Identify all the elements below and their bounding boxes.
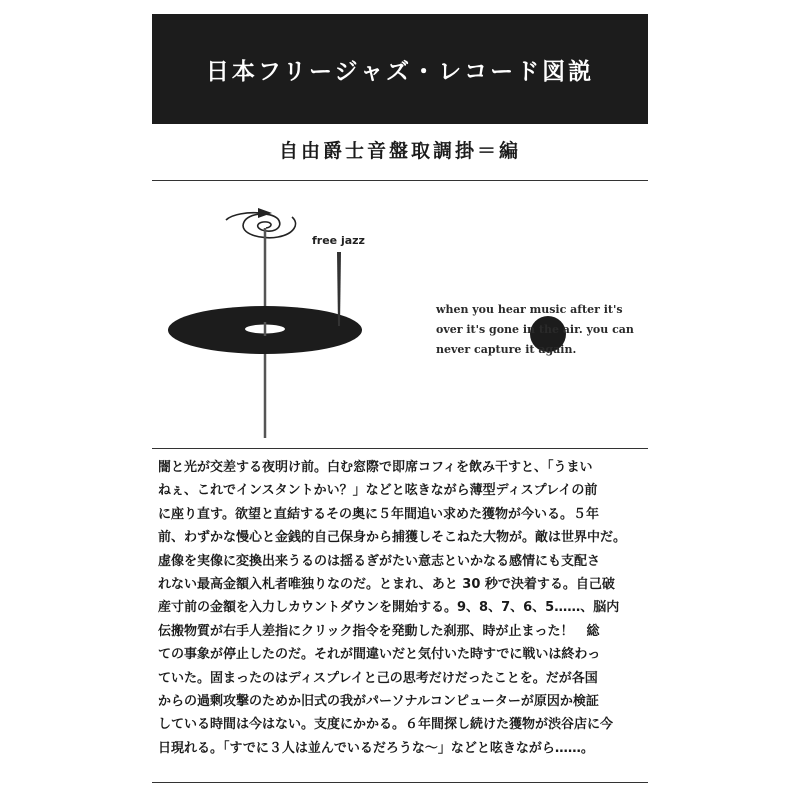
title-banner bbox=[152, 14, 648, 124]
body-line: 伝搬物質が右手人差指にクリック指令を発動した刹那、時が止まった！ 総 bbox=[158, 623, 600, 639]
body-line: している時間は今はない。支度にかかる。６年間探し続けた獲物が渋谷店に今 bbox=[158, 717, 614, 733]
body-line: れない最高金額入札者唯独りなのだ。とまれ、あと 30 秒で決着する。自己破 bbox=[158, 576, 615, 592]
quote-line: never capture it again. bbox=[436, 343, 577, 356]
body-line: ての事象が停止したのだ。それが間違いだと気付いた時すでに戦いは終わっ bbox=[158, 647, 601, 663]
body-line: ていた。固まったのはディスプレイと己の思考だけだったことを。だが各国 bbox=[158, 670, 598, 686]
body-paragraph bbox=[158, 456, 646, 760]
quote-text bbox=[436, 300, 641, 360]
page-title: 日本フリージャズ・レコード図説 bbox=[205, 58, 595, 85]
editor-credit: 自由爵士音盤取調掛＝編 bbox=[278, 140, 521, 162]
divider-top bbox=[152, 180, 648, 181]
body-line: ねぇ、これでインスタントかい？」などと呟きながら薄型ディスプレイの前 bbox=[158, 483, 598, 499]
body-line: に座り直す。欲望と直結するその奥に５年間追い求めた獲物が今いる。５年 bbox=[158, 506, 599, 522]
free-jazz-label: free jazz bbox=[312, 234, 365, 247]
body-line: 闇と光が交差する夜明け前。白む窓際で即席コフィを飲み干すと、「うまい bbox=[158, 460, 593, 475]
divider-middle bbox=[152, 448, 648, 449]
body-line: 前、わずかな慢心と金銭的自己保身から捕獲しそこねた大物が。敵は世界中だ。 bbox=[158, 530, 627, 546]
record-illustration bbox=[160, 196, 640, 442]
body-line: 虚像を実像に変換出来うるのは揺るぎがたい意志といかなる感情にも支配さ bbox=[158, 553, 601, 569]
body-line: 産寸前の金額を入力しカウントダウンを開始する。9、8、7、6、5……、脳内 bbox=[158, 600, 620, 616]
divider-bottom bbox=[152, 782, 648, 783]
body-line: からの過剰攻撃のためか旧式の我がパーソナルコンピューターが原因か検証 bbox=[158, 693, 599, 709]
quote-line: over it's gone in the air. you can bbox=[436, 323, 634, 336]
spiral-icon bbox=[226, 208, 296, 238]
body-line: 日現れる。「すでに３人は並んでいるだろうな～」などと呟きながら……。 bbox=[158, 740, 594, 756]
quote-line: when you hear music after it's bbox=[436, 303, 623, 316]
